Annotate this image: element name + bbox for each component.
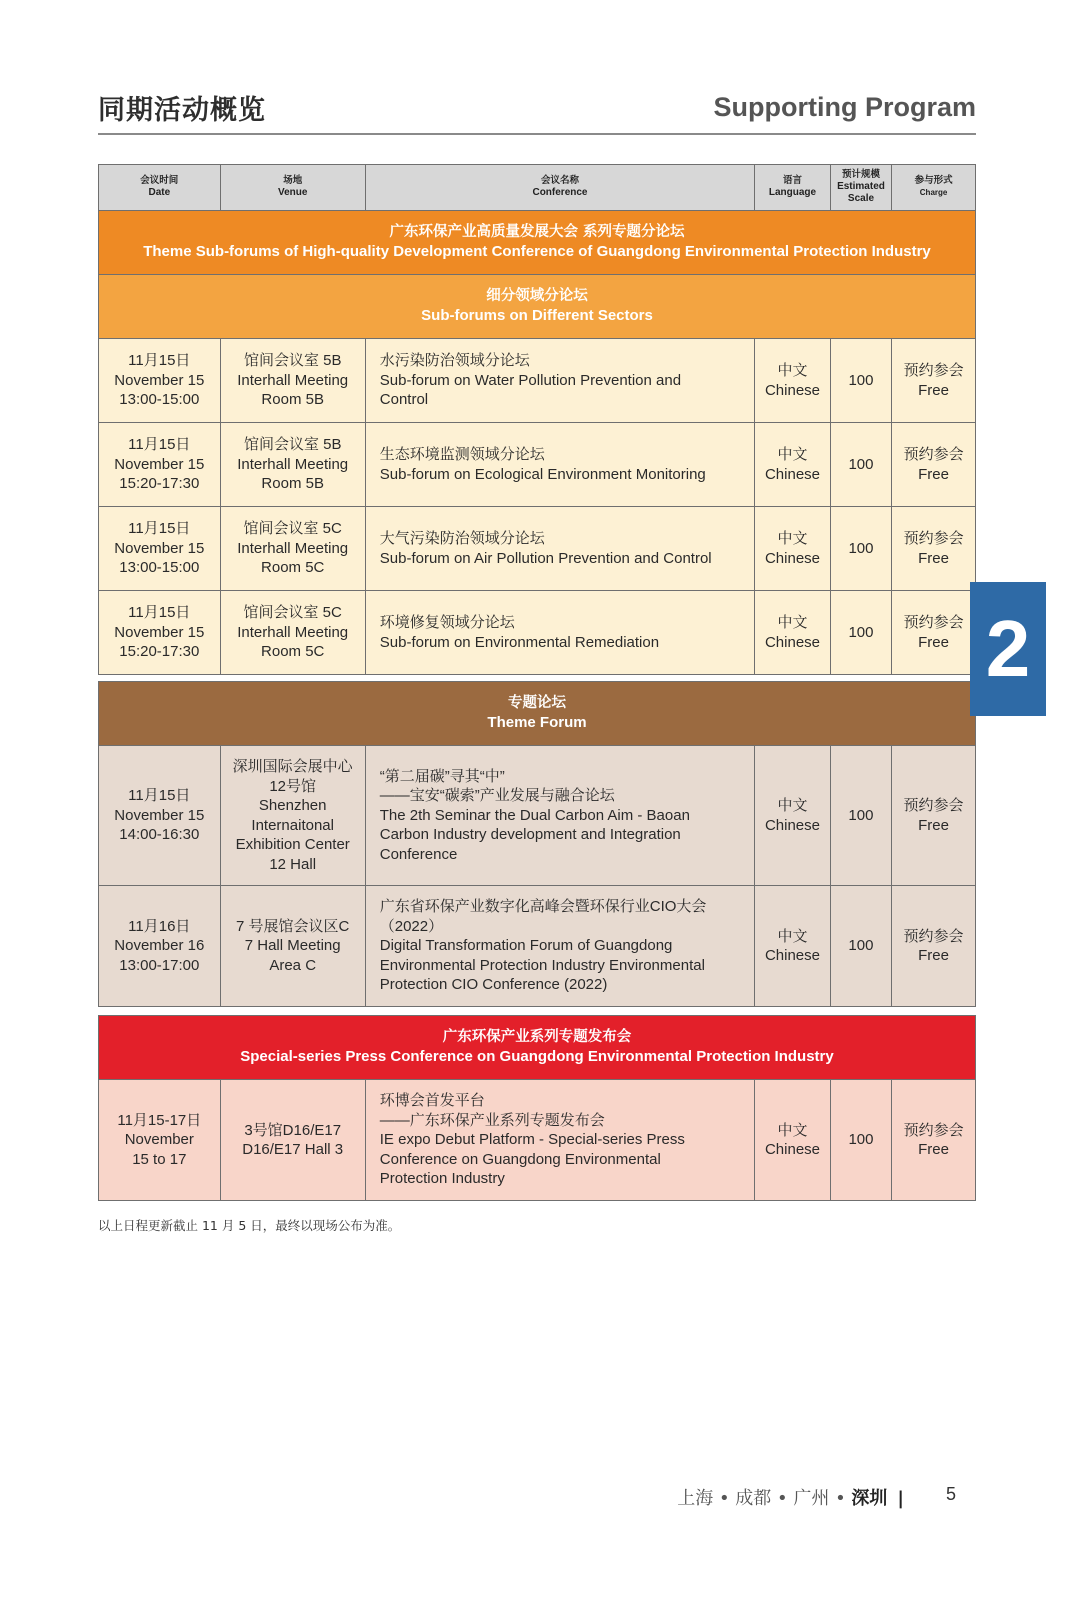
charge-cell: 预约参会 Free — [892, 591, 976, 675]
scale-cell: 100 — [830, 591, 891, 675]
conference-cell: 环博会首发平台 ——广东环保产业系列专题发布会 IE expo Debut Platform - Special-series Press Conference on Guangdong Environmental Protection Industry — [365, 1080, 754, 1201]
section-band-press-conference: 广东环保产业系列专题发布会 Special-series Press Conference on Guangdong Environmental Protection Industry — [99, 1016, 976, 1080]
header-divider — [98, 133, 976, 135]
footer-cities — [677, 1484, 916, 1510]
col-date-header: 会议时间 Date — [99, 165, 221, 211]
conference-cell: 环境修复领域分论坛 Sub-forum on Environmental Remediation — [365, 591, 754, 675]
venue-cell: 7 号展馆会议区C 7 Hall Meeting Area C — [220, 886, 365, 1007]
scale-cell: 100 — [830, 886, 891, 1007]
page-title-zh: 同期活动概览 — [98, 95, 266, 126]
language-cell: 中文 Chinese — [755, 507, 831, 591]
page-title-en: Supporting Program — [713, 92, 976, 122]
table-row — [99, 591, 976, 675]
scale-cell: 100 — [830, 1080, 891, 1201]
conference-cell: 广东省环保产业数字化高峰会暨环保行业CIO大会 （2022） Digital Transformation Forum of Guangdong Environmental Protection Industry Environmental Protection CIO Conference (2022) — [365, 886, 754, 1007]
conference-cell: “第二届碳”寻其“中” ——宝安“碳索”产业发展与融合论坛 The 2th Seminar the Dual Carbon Aim - Baoan Carbon Industry development and Integration Conference — [365, 746, 754, 886]
charge-cell: 预约参会 Free — [892, 423, 976, 507]
col-scale-header: 预计规模 Estimated Scale — [830, 165, 891, 211]
date-cell: 11月15日 November 15 13:00-15:00 — [99, 507, 221, 591]
footnote: 以上日程更新截止 11 月 5 日，最终以现场公布为准。 — [98, 1218, 401, 1233]
section-band-theme-forum: 专题论坛 Theme Forum — [99, 682, 976, 746]
conference-cell: 水污染防治领域分论坛 Sub-forum on Water Pollution Prevention and Control — [365, 339, 754, 423]
table-row — [99, 339, 976, 423]
table-row — [99, 507, 976, 591]
conference-cell: 生态环境监测领域分论坛 Sub-forum on Ecological Environment Monitoring — [365, 423, 754, 507]
table-row — [99, 1080, 976, 1201]
language-cell: 中文 Chinese — [755, 746, 831, 886]
language-cell: 中文 Chinese — [755, 886, 831, 1007]
footer-current-city: 深圳 — [851, 1488, 888, 1509]
venue-cell: 3号馆D16/E17 D16/E17 Hall 3 — [220, 1080, 365, 1201]
col-conference-header: 会议名称 Conference — [365, 165, 754, 211]
venue-cell: 馆间会议室 5B Interhall Meeting Room 5B — [220, 423, 365, 507]
date-cell: 11月15日 November 15 13:00-15:00 — [99, 339, 221, 423]
press-conference-table — [98, 1015, 976, 1201]
venue-cell: 馆间会议室 5B Interhall Meeting Room 5B — [220, 339, 365, 423]
theme-forum-table — [98, 681, 976, 1007]
charge-cell: 预约参会 Free — [892, 746, 976, 886]
footer-city-list: 上海 • 成都 • 广州 • — [677, 1488, 852, 1509]
venue-cell: 馆间会议室 5C Interhall Meeting Room 5C — [220, 507, 365, 591]
language-cell: 中文 Chinese — [755, 423, 831, 507]
date-cell: 11月16日 November 16 13:00-17:00 — [99, 886, 221, 1007]
conference-cell: 大气污染防治领域分论坛 Sub-forum on Air Pollution Prevention and Control — [365, 507, 754, 591]
charge-cell: 预约参会 Free — [892, 886, 976, 1007]
chapter-tab: 2 — [970, 582, 1046, 716]
charge-cell: 预约参会 Free — [892, 507, 976, 591]
page-number: 5 — [945, 1484, 956, 1504]
date-cell: 11月15日 November 15 15:20-17:30 — [99, 591, 221, 675]
date-cell: 11月15日 November 15 15:20-17:30 — [99, 423, 221, 507]
table-header-row — [99, 165, 976, 211]
date-cell: 11月15日 November 15 14:00-16:30 — [99, 746, 221, 886]
table-row — [99, 423, 976, 507]
venue-cell: 馆间会议室 5C Interhall Meeting Room 5C — [220, 591, 365, 675]
table-row — [99, 886, 976, 1007]
section-band-sector-subforums: 细分领域分论坛 Sub-forums on Different Sectors — [99, 275, 976, 339]
charge-cell: 预约参会 Free — [892, 1080, 976, 1201]
table-row — [99, 746, 976, 886]
subforum-table — [98, 164, 976, 675]
col-charge-header: 参与形式 Charge — [892, 165, 976, 211]
language-cell: 中文 Chinese — [755, 591, 831, 675]
language-cell: 中文 Chinese — [755, 339, 831, 423]
scale-cell: 100 — [830, 423, 891, 507]
venue-cell: 深圳国际会展中心 12号馆 Shenzhen Internaitonal Exhibition Center 12 Hall — [220, 746, 365, 886]
scale-cell: 100 — [830, 507, 891, 591]
scale-cell: 100 — [830, 746, 891, 886]
col-venue-header: 场地 Venue — [220, 165, 365, 211]
charge-cell: 预约参会 Free — [892, 339, 976, 423]
language-cell: 中文 Chinese — [755, 1080, 831, 1201]
date-cell: 11月15-17日 November 15 to 17 — [99, 1080, 221, 1201]
col-language-header: 语言 Language — [755, 165, 831, 211]
footer-separator: | — [897, 1488, 904, 1509]
scale-cell: 100 — [830, 339, 891, 423]
section-band-theme-subforums: 广东环保产业高质量发展大会 系列专题分论坛 Theme Sub-forums of High-quality Development Conference of Guangdong Environmental Protection Industry — [99, 211, 976, 275]
